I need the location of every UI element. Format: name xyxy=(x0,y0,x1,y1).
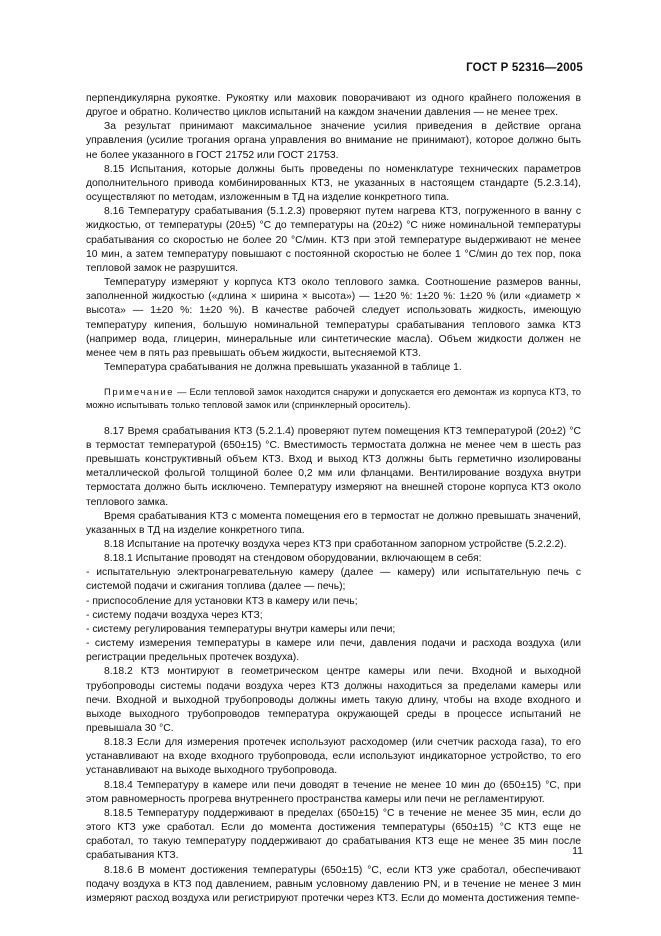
paragraph-8-18-3: 8.18.3 Если для измерения протечек используют расходомер (или счетчик расхода газа), то его устанавливают на входе входного трубопровода, если используют индикаторное устройство, то его устанавливают на выходе выходного трубопровода. xyxy=(86,737,581,777)
paragraph-8-18-4: 8.18.4 Температуру в камере или печи доводят в течение не менее 10 мин до (650±15) °С, при этом равномерность прогрева внутреннего пространства камеры или печи не регламентируют. xyxy=(86,779,581,805)
note-text: — Если тепловой замок находится снаружи и допускается его демонтаж из корпуса КТЗ, то можно испытывать только тепловой замок или (спринклерный ороситель). xyxy=(86,387,581,410)
note-label: Примечание xyxy=(104,387,175,398)
list-item: - систему измерения температуры в камере или печи, давления подачи и расхода воздуха (или регистрации предельных протечек воздуха). xyxy=(86,638,581,664)
list-item: - систему регулирования температуры внутри камеры или печи; xyxy=(86,623,396,635)
paragraph-8-18-1: 8.18.1 Испытание проводят на стендовом оборудовании, включающем в себя: xyxy=(104,553,482,565)
paragraph-response-time: Время срабатывания КТЗ с момента помещения его в термостат не должно превышать значений, указанных в ТД на изделие конкретного типа. xyxy=(86,510,581,536)
paragraph-8-18-2: 8.18.2 КТЗ монтируют в геометрическом центре камеры или печи. Входной и выходной трубопроводы системы подачи воздуха через КТЗ должны находиться за пределами камеры или печи. Входной и выходной трубопроводы должны иметь такую длину, чтобы на входе входного и выходе выходного трубопроводов температура окружающей среды в процессе испытаний не превышала 30 °С. xyxy=(86,666,581,734)
list-item: - приспособление для установки КТЗ в камеру или печь; xyxy=(86,595,358,607)
paragraph-8-16: 8.16 Температуру срабатывания (5.1.2.3) проверяют путем нагрева КТЗ, погруженного в ванну с жидкостью, от температуры (20±5) °С до температуры на (20±2) °С ниже номинальной температуры срабатывания со скоростью не более 20 °С/мин. КТЗ при этой температуре выдерживают не менее 10 мин, а затем температуру повышают с постоянной скоростью не более 1 °С/мин до тех пор, пока тепловой замок не разрушится. xyxy=(86,206,581,274)
paragraph-8-18: 8.18 Испытание на протечку воздуха через КТЗ при сработанном запорном устройстве (5.2.2.2). xyxy=(104,538,567,550)
paragraph-8-18-5: 8.18.5 Температуру поддерживают в пределах (650±15) °С в течение не менее 35 мин, если до этого КТЗ уже сработал. Если до момента достижения температуры (650±15) °С КТЗ еще не сработал, то такую температуру поддерживают до срабатывания КТЗ еще не менее 35 мин после срабатывания КТЗ. xyxy=(86,807,581,862)
paragraph-8-18-6: 8.18.6 В момент достижения температуры (650±15) °С, если КТЗ уже сработал, обеспечивают подачу воздуха в КТЗ под давлением, равным условному давлению PN, и в течение не менее 3 мин измеряют расход воздуха или регистрируют протечки через КТЗ. Если до момента достижения темпе- xyxy=(86,864,581,904)
paragraph-8-17: 8.17 Время срабатывания КТЗ (5.2.1.4) проверяют путем помещения КТЗ температурой (20±2) °С в термостат температурой (650±15) °С. Вместимость термостата должна не менее чем в шесть раз превышать конструктивный объем КТЗ. Вход и выход КТЗ должны быть герметично изолированы металлической фольгой толщиной более 0,2 мм или фланцами. Вентилирование воздуха внутри термостата должно быть исключено. Температуру измеряют на внешней стороне корпуса КТЗ около теплового замка. xyxy=(86,425,581,508)
standard-designation: ГОСТ Р 52316—2005 xyxy=(466,62,583,74)
list-item: - испытательную электронагревательную камеру (далее — камеру) или испытательную печь с системой подачи и сжигания топлива (далее — печь); xyxy=(86,567,581,593)
paragraph-temperature-measure: Температуру измеряют у корпуса КТЗ около теплового замка. Соотношение размеров ванны, заполненной жидкостью («длина × ширина × высота») — 1±20 %: 1±20 %: 1±20 % (или «диаметр × высота» — 1±20 %: 1±20 %). В качестве рабочей следует использовать жидкость, имеющую температуру кипения, большую номинальной температуры срабатывания теплового замка КТЗ (например вода, глицерин, минеральные или синтетические масла). Объем жидкости должен не менее чем в пять раз превышать объем жидкости, вытесняемой КТЗ. xyxy=(86,277,581,359)
list-item: - систему подачи воздуха через КТЗ; xyxy=(86,609,263,621)
paragraph-continuation: перпендикулярна рукоятке. Рукоятку или маховик поворачивают из одного крайнего положения в другое и обратно. Количество циклов испытаний на каждом значении давления — не менее трех. xyxy=(86,93,581,119)
paragraph-result: За результат принимают максимальное значение усилия приведения в действие органа управления (усилие трогания органа управления во внимание не принимают), которое должно быть не более указанного в ГОСТ 21752 или ГОСТ 21753. xyxy=(86,121,581,161)
page-number: 11 xyxy=(572,845,583,857)
paragraph-temperature-limit: Температура срабатывания не должна превышать указанной в таблице 1. xyxy=(104,361,462,373)
note xyxy=(86,386,581,412)
document-body xyxy=(86,92,581,906)
paragraph-8-15: 8.15 Испытания, которые должны быть проведены по номенклатуре технических параметров дополнительного привода комбинированных КТЗ, не указанных в настоящем стандарте (5.2.3.14), осуществляют по методам, изложенным в ТД на изделие конкретного типа. xyxy=(86,163,581,204)
